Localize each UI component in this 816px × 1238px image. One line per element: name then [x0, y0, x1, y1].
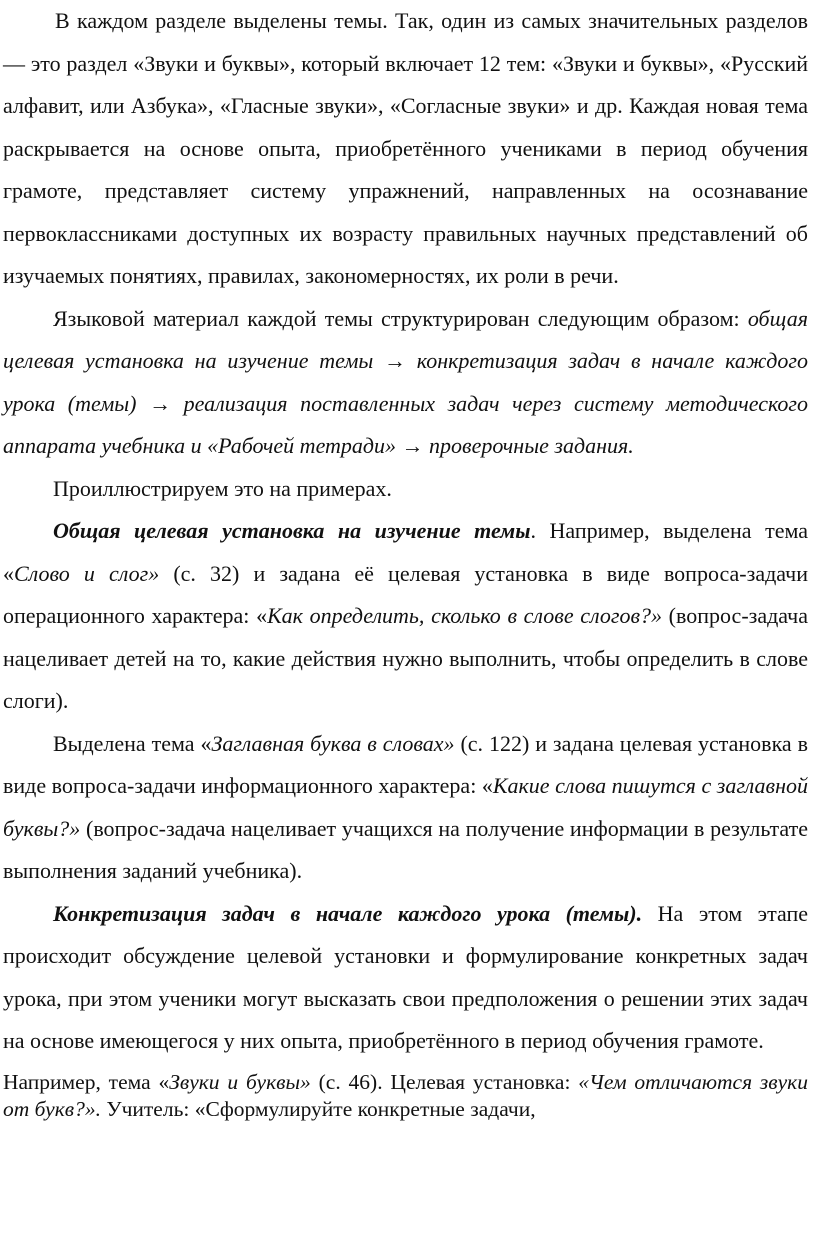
- paragraph-material-structure: [3, 298, 808, 468]
- paragraph-text: Проиллюстрируем это на примерах.: [53, 475, 392, 501]
- paragraph-text: Учитель: «Сформулируйте конкретные задачи,: [101, 1096, 536, 1121]
- question-task-italic: «Чем отличаются звуки от букв?».: [3, 1069, 808, 1121]
- topic-title-italic: Заглавная буква в словах»: [211, 730, 455, 756]
- paragraph-text: (с. 32) и задана её целевая установка в виде вопроса-задачи операционного характера: «: [3, 560, 809, 628]
- topic-title-italic: Звуки и буквы»: [169, 1069, 311, 1094]
- paragraph-text: Например, тема «: [3, 1069, 170, 1094]
- paragraph-text: (вопрос-задача нацеливает детей на то, какие действия нужно выполнить, чтобы определить в слове слоги).: [3, 603, 809, 713]
- question-task-italic: Какие слова пишутся с заглавной буквы?»: [3, 773, 808, 841]
- question-task-italic: Как определить, сколько в слове слогов?»: [267, 603, 663, 628]
- structure-scheme-italic: общая целевая установка на изучение темы → конкретизация задач в начале каждого урока (темы) → реализация поставленных задач через систему методического аппарата учебника и «Рабочей тетради» → проверочные задания.: [3, 305, 808, 458]
- paragraph-text: В каждом разделе выделены темы. Так, один из самых значительных разделов — это раздел «Звуки и буквы», который включает 12 тем: «Звуки и буквы», «Русский алфавит, или Азбука», «Гласные звуки», «Согласные звуки» и др. Каждая новая тема раскрывается на основе опыта, приобретённого учениками в период обучения грамоте, представляет систему упражнений, направленных на осознавание первоклассниками доступных их возрасту правильных научных представлений об изучаемых понятиях, правилах, закономерностях, их роли в речи.: [3, 8, 808, 288]
- paragraph-sections-topics: [3, 0, 808, 298]
- section-heading-general-goal: Общая целевая установка на изучение темы: [53, 518, 531, 543]
- section-heading-task-specification: Конкретизация задач в начале каждого урока (темы).: [53, 900, 643, 926]
- paragraph-text: . Например, выделена тема «: [3, 518, 808, 586]
- paragraph-lead-text: Языковой материал каждой темы структурирован следующим образом:: [53, 305, 748, 331]
- paragraph-general-goal: [3, 510, 808, 723]
- topic-title-italic: Слово и слог»: [14, 560, 160, 586]
- paragraph-text: На этом этапе происходит обсуждение целевой установки и формулирование конкретных задач урока, при этом ученики могут высказать свои предположения о решении этих задач на основе имеющегося у них опыта, приобретённого в период обучения грамоте.: [3, 900, 808, 1053]
- paragraph-illustrate: [3, 468, 808, 511]
- paragraph-text: (с. 46). Целевая установка:: [310, 1069, 579, 1094]
- paragraph-capital-letter-topic: [3, 723, 808, 893]
- paragraph-example-sounds-letters: [3, 1069, 808, 1123]
- paragraph-text: Выделена тема «: [53, 730, 212, 756]
- paragraph-text: (с. 122) и задана целевая установка в виде вопроса-задачи информационного характера: «: [3, 730, 808, 798]
- paragraph-task-specification: [3, 893, 808, 1063]
- paragraph-text: (вопрос-задача нацеливает учащихся на получение информации в результате выполнения заданий учебника).: [3, 815, 808, 883]
